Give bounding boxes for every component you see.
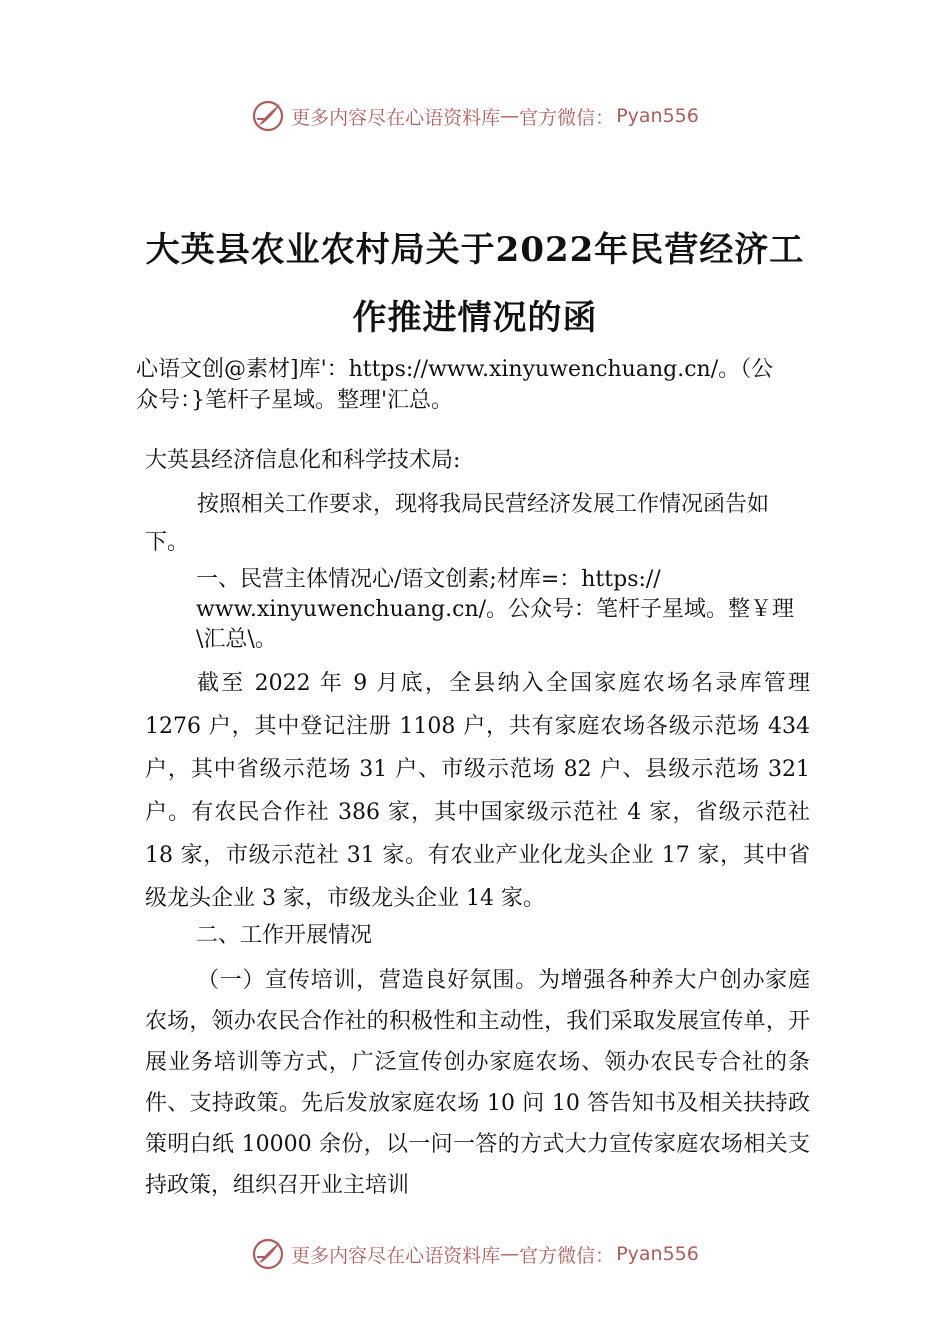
intro-paragraph: 按照相关工作要求，现将我局民营经济发展工作情况函告如下。 — [145, 492, 770, 555]
section2-heading: 二、工作开展情况 — [196, 923, 373, 948]
section1-body: 截至 2022 年 9 月底，全县纳入全国家庭农场名录库管理 1276 户，其中登记注册 1108 户，共有家庭农场各级示范场 434 户，其中省级示范场 31 户、市级示范场 82 户、县级示范场 321 户。有农民合作社 386 家，其中国家级示范社 4 家，省级示范社 18 家，市级示范社 31 家。有农业产业化龙头企业 17 家，其中省级龙头企业 3 家，市级龙头企业 14 家。 — [145, 671, 810, 911]
banner-wechat-label: 官方微信： — [519, 1244, 615, 1267]
footer-banner — [0, 1234, 950, 1274]
banner-wechat-id: Pyan556 — [616, 1243, 699, 1265]
addressee: 大英县经济信息化和科学技术局: — [145, 448, 461, 473]
document-title-line1: 大英县农业农村局关于2022年民营经济工 — [145, 230, 805, 270]
section1-heading: 一、民营主体情况心/语文创素;材库=：https:// www.xinyuwenchuang.cn/。公众号：笔杆子星域。整￥理 \汇总\。 — [196, 567, 795, 652]
document-title-line2: 作推进情况的函 — [352, 298, 598, 338]
quill-logo-icon — [251, 99, 285, 133]
banner-separator: — — [500, 1243, 520, 1265]
quill-logo-icon — [251, 1237, 285, 1271]
banner-separator: — — [500, 105, 520, 127]
header-banner — [0, 96, 950, 136]
banner-text: 更多内容尽在心语资料库 — [291, 106, 501, 129]
banner-wechat-id: Pyan556 — [616, 105, 699, 127]
section2-body: （一）宣传培训，营造良好氛围。为增强各种养大户创办家庭农场，领办农民合作社的积极性和主动性，我们采取发展宣传单，开展业务培训等方式，广泛宣传创办家庭农场、领办农民专合社的条件、支持政策。先后发放家庭农场 10 问 10 答告知书及相关扶持政策明白纸 10000 余份，以一问一答的方式大力宣传家庭农场相关支持政策，组织召开业主培训 — [145, 968, 810, 1198]
banner-text: 更多内容尽在心语资料库 — [291, 1244, 501, 1267]
banner-wechat-label: 官方微信： — [519, 106, 615, 129]
source-note: 心语文创@素材]库'：https://www.xinyuwenchuang.cn/。（公 众号：}笔杆子星域。整理'汇总。 — [136, 357, 774, 413]
